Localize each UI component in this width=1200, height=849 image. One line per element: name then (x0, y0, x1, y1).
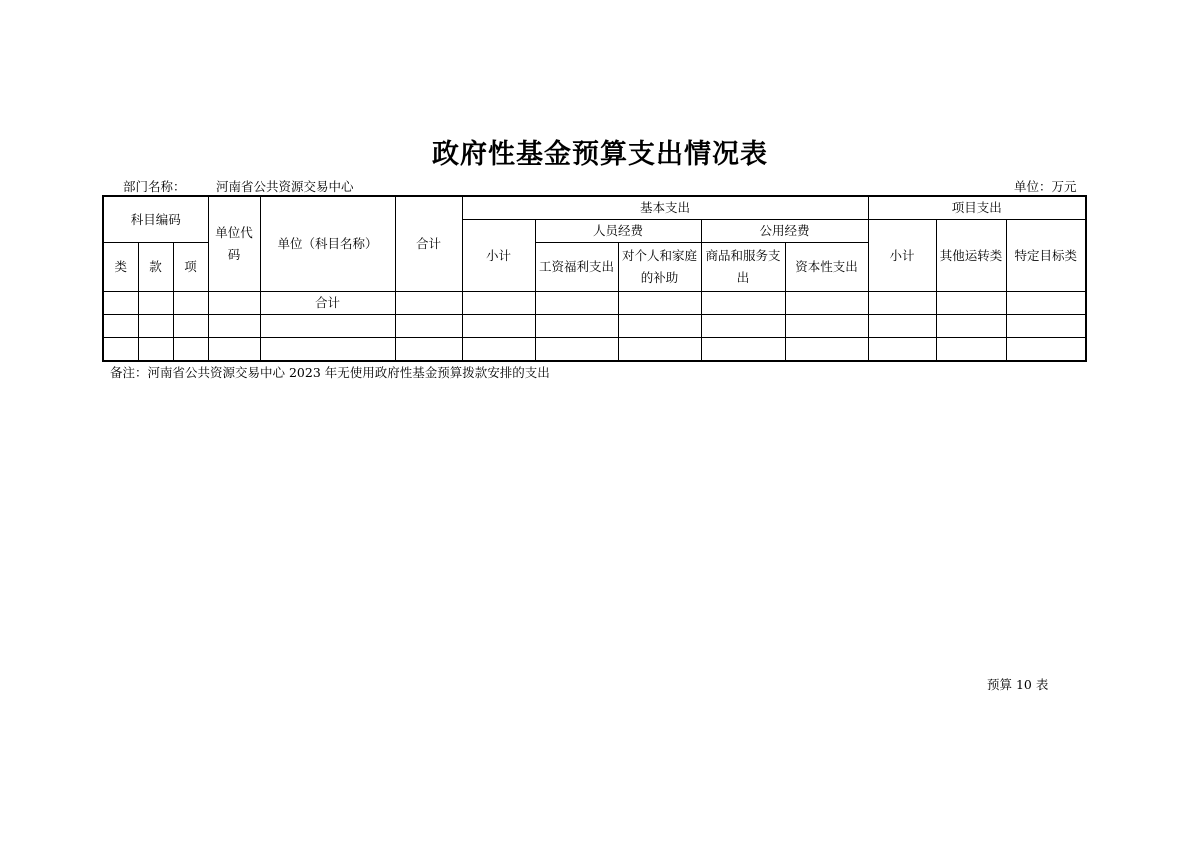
table-row (103, 315, 1086, 338)
header-subject-code: 科目编码 (103, 196, 208, 243)
table-cell (868, 338, 936, 362)
table-cell (462, 315, 535, 338)
table-cell (1006, 292, 1086, 315)
table-cell (462, 338, 535, 362)
table-cell (462, 292, 535, 315)
table-row (103, 338, 1086, 362)
header-goods-services: 商品和服务支出 (701, 243, 785, 292)
table-cell (701, 315, 785, 338)
table-cell (395, 292, 462, 315)
table-cell (103, 292, 138, 315)
table-cell (1006, 315, 1086, 338)
table-cell (395, 315, 462, 338)
table-cell (936, 292, 1006, 315)
table-cell (103, 315, 138, 338)
department-name: 河南省公共资源交易中心 (216, 179, 354, 194)
table-cell (1006, 338, 1086, 362)
department-label: 部门名称： (123, 179, 186, 194)
table-cell (208, 338, 260, 362)
table-cell (535, 315, 618, 338)
table-cell (936, 338, 1006, 362)
table-cell (103, 338, 138, 362)
table-cell (138, 338, 173, 362)
table-cell (785, 338, 868, 362)
header-lei: 类 (103, 243, 138, 292)
table-cell (173, 292, 208, 315)
table-cell (618, 338, 701, 362)
header-personal-family-subsidy: 对个人和家庭的补助 (618, 243, 701, 292)
header-personnel: 人员经费 (535, 220, 701, 243)
table-cell (208, 292, 260, 315)
header-unit-code: 单位代码 (208, 196, 260, 292)
table-cell (138, 315, 173, 338)
unit-label: 单位：万元 (1014, 179, 1077, 194)
header-basic-subtotal: 小计 (462, 220, 535, 292)
table-cell (785, 315, 868, 338)
header-xiang: 项 (173, 243, 208, 292)
table-cell (173, 338, 208, 362)
table-cell (173, 315, 208, 338)
header-specific-target: 特定目标类 (1006, 220, 1086, 292)
page-footer-label: 预算 10 表 (987, 677, 1049, 692)
header-project-subtotal: 小计 (868, 220, 936, 292)
header-project-expense: 项目支出 (868, 196, 1086, 220)
table-cell (535, 338, 618, 362)
header-capital: 资本性支出 (785, 243, 868, 292)
table-cell (868, 292, 936, 315)
budget-table (102, 195, 1087, 362)
table-note: 备注：河南省公共资源交易中心 2023 年无使用政府性基金预算拨款安排的支出 (110, 365, 550, 380)
table-cell (260, 338, 395, 362)
header-unit-name: 单位（科目名称） (260, 196, 395, 292)
table-cell (701, 292, 785, 315)
header-basic-expense: 基本支出 (462, 196, 868, 220)
header-salary-welfare: 工资福利支出 (535, 243, 618, 292)
table-cell (260, 315, 395, 338)
header-total: 合计 (395, 196, 462, 292)
header-kuan: 款 (138, 243, 173, 292)
page-title: 政府性基金预算支出情况表 (432, 139, 768, 170)
table-cell (208, 315, 260, 338)
table-row (103, 292, 1086, 315)
table-cell (618, 315, 701, 338)
table-cell (138, 292, 173, 315)
header-public-funds: 公用经费 (701, 220, 868, 243)
table-cell (785, 292, 868, 315)
table-cell (868, 315, 936, 338)
table-cell (535, 292, 618, 315)
table-cell: 合计 (260, 292, 395, 315)
table-cell (701, 338, 785, 362)
table-cell (936, 315, 1006, 338)
table-cell (618, 292, 701, 315)
header-other-transfer: 其他运转类 (936, 220, 1006, 292)
table-cell (395, 338, 462, 362)
